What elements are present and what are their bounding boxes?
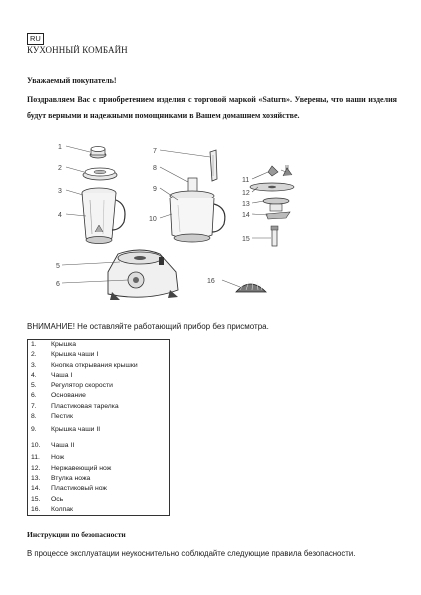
list-item bbox=[28, 350, 169, 360]
diagram-label-12: 12 bbox=[242, 190, 250, 197]
list-item bbox=[28, 464, 169, 474]
diagram-label-14: 14 bbox=[242, 212, 250, 219]
bowl-ii-drawing bbox=[170, 178, 225, 242]
list-item bbox=[28, 361, 169, 371]
motor-base-drawing bbox=[108, 250, 178, 300]
part-name: Чаша I bbox=[51, 371, 73, 379]
blades-drawing bbox=[250, 166, 294, 246]
list-item bbox=[28, 391, 169, 401]
list-item bbox=[28, 505, 169, 515]
part-number: 11. bbox=[31, 454, 40, 462]
greeting: Уважаемый покупатель! bbox=[27, 76, 117, 85]
diagram-label-4: 4 bbox=[58, 212, 62, 219]
part-number: 4. bbox=[31, 371, 37, 379]
part-name: Пластиковая тарелка bbox=[51, 402, 119, 410]
list-item bbox=[28, 495, 169, 505]
part-name: Нержавеющий нож bbox=[51, 464, 112, 472]
part-number: 13. bbox=[31, 474, 41, 482]
diagram-label-15: 15 bbox=[242, 236, 250, 243]
dome-cap-drawing bbox=[236, 280, 266, 292]
diagram-label-1: 1 bbox=[58, 144, 62, 151]
bowl-i-drawing bbox=[82, 188, 125, 244]
part-number: 15. bbox=[31, 495, 41, 503]
part-number: 12. bbox=[31, 464, 41, 472]
diagram-label-7: 7 bbox=[153, 148, 157, 155]
language-badge: RU bbox=[27, 33, 44, 45]
part-name: Пестик bbox=[51, 413, 73, 421]
part-number: 3. bbox=[31, 361, 37, 369]
diagram-label-3: 3 bbox=[58, 188, 62, 195]
safety-heading: Инструкции по безопасности bbox=[27, 530, 126, 539]
part-name: Пластиковый нож bbox=[51, 485, 107, 493]
diagram-label-2: 2 bbox=[58, 165, 62, 172]
list-item bbox=[28, 474, 169, 484]
list-item bbox=[28, 422, 169, 438]
page-title: КУХОННЫЙ КОМБАЙН bbox=[27, 45, 128, 55]
part-name: Крышка чаши I bbox=[51, 351, 99, 359]
part-number: 8. bbox=[31, 413, 37, 421]
part-name: Основание bbox=[51, 392, 86, 400]
pusher-drawing bbox=[210, 150, 217, 181]
list-item bbox=[28, 412, 169, 422]
list-item bbox=[28, 371, 169, 381]
part-number: 7. bbox=[31, 402, 37, 410]
part-name: Регулятор скорости bbox=[51, 382, 113, 390]
part-name: Кнопка открывания крышки bbox=[51, 361, 138, 369]
list-item bbox=[28, 340, 169, 350]
part-name: Нож bbox=[51, 454, 65, 462]
diagram-label-11: 11 bbox=[242, 177, 250, 184]
part-number: 10. bbox=[31, 441, 41, 449]
bowl-lid-drawing bbox=[83, 168, 117, 180]
part-name: Ось bbox=[51, 495, 64, 503]
list-item bbox=[28, 402, 169, 412]
part-name: Крышка чаши II bbox=[51, 426, 101, 434]
part-number: 5. bbox=[31, 382, 37, 390]
part-name: Крышка bbox=[51, 341, 76, 348]
part-number: 2. bbox=[31, 351, 37, 359]
part-name: Втулка ножа bbox=[51, 474, 91, 482]
diagram-label-5: 5 bbox=[56, 263, 60, 270]
lid-cap-drawing bbox=[90, 147, 106, 159]
diagram-label-ii: II bbox=[285, 165, 289, 172]
part-name: Чаша II bbox=[51, 441, 75, 449]
part-number: 14. bbox=[31, 485, 41, 493]
intro-paragraph: Поздравляем Вас с приобретением изделия с торговой маркой «Saturn». Уверены, что наши изделия будут верными и надежными помощниками в Вашем домашнем хозяйстве. bbox=[27, 95, 397, 120]
diagram-label-9: 9 bbox=[153, 186, 157, 193]
list-item bbox=[28, 438, 169, 454]
diagram-label-13: 13 bbox=[242, 201, 250, 208]
list-item bbox=[28, 484, 169, 494]
diagram-label-8: 8 bbox=[153, 165, 157, 172]
part-number: 1. bbox=[31, 341, 37, 348]
part-number: 16. bbox=[31, 505, 41, 513]
list-item bbox=[28, 381, 169, 391]
warning-text: ВНИМАНИЕ! Не оставляйте работающий прибор без присмотра. bbox=[27, 322, 269, 331]
diagram-label-6: 6 bbox=[56, 281, 60, 288]
safety-text: В процессе эксплуатации неукоснительно соблюдайте следующие правила безопасности. bbox=[27, 549, 356, 558]
part-name: Колпак bbox=[51, 505, 73, 513]
parts-list bbox=[27, 339, 170, 516]
part-number: 9. bbox=[31, 426, 37, 434]
list-item bbox=[28, 453, 169, 463]
diagram-label-16: 16 bbox=[207, 278, 215, 285]
part-number: 6. bbox=[31, 392, 37, 400]
diagram-label-10: 10 bbox=[149, 216, 157, 223]
